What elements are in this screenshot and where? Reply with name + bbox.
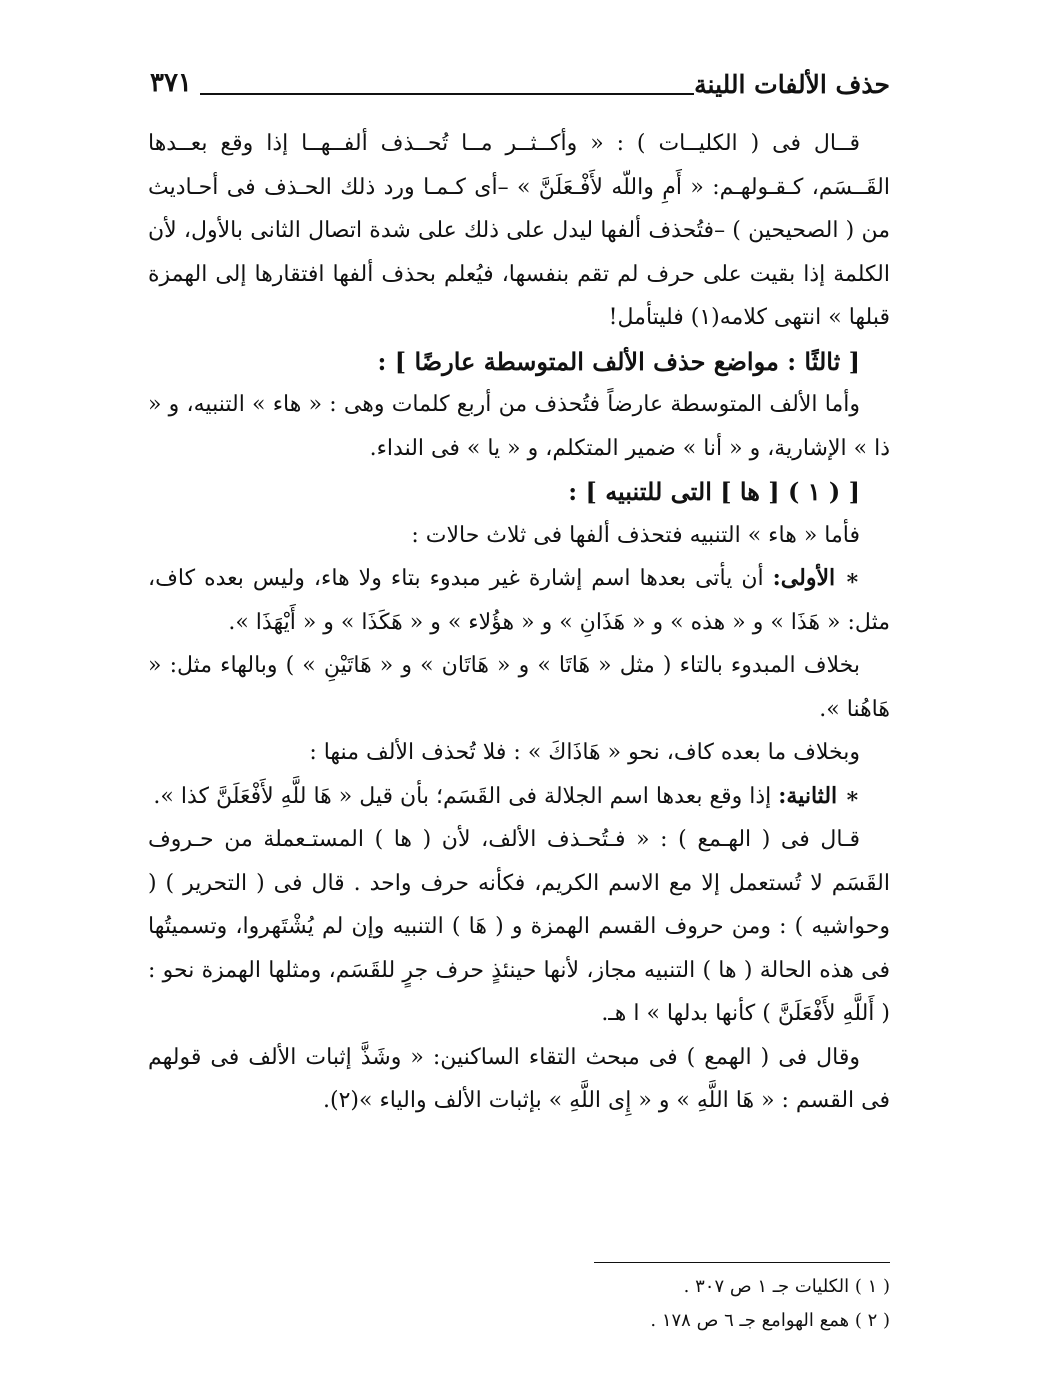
paragraph-medial-alif-words: وأما الألف المتوسطة عارضاً فتُحذف من أربع كلمات وهى : « هاء » التنبيه، و « ذا » الإشارية، و « أنا » ضمير المتكلم، و « يا » فى النداء.: [148, 392, 890, 461]
paragraph-hama-quote: قـال فى ( الهـمع ) : « فـتُحـذف الألف، لأن ( ها ) المستـعملة من حـروف القَسَم لا تُستعمل إلا مع الاسم الكريم، فكأنه حرف واحد . قال فى ( التحرير ) ( وحواشيه ) : ومن حروف القسم الهمزة و ( هَا ) التنبيه وإن لم يُشْتَهروا، وتسميتُها فى هذه الحالة ( ها ) التنبيه مجاز، لأنها حينئذٍ حرف جرٍ للقَسَم، ومثلها الهمزة نحو : ( أَللَّهِ لأَفْعَلَنَّ ) كأنها بدلها » ا هـ.: [148, 827, 890, 1026]
second-case-text: إذا وقع بعدها اسم الجلالة فى القَسَم؛ بأن قيل « هَا للَّهِ لأَفْعَلَنَّ كذا ».: [153, 783, 779, 809]
page-number: ٣٧١: [150, 68, 192, 98]
body-text: [148, 122, 890, 1123]
second-case-label: ∗ الثانية:: [778, 782, 860, 809]
first-case-text: أن يأتى بعدها اسم إشارة غير مبدوء بتاء ولا هاء، وليس بعده كاف، مثل: « هَذَا » و « هذه » و « هَذَانِ » و « هؤُلاء » و « هَكَذَا » و « أَيْهَذَا ».: [148, 566, 890, 635]
paragraph-kulliyat-quote: قــال فى ( الكليــات ) : « وأكــثــر مــا تُحــذف ألفــهــا إذا وقع بعــدها القَــسَم، كـقـولهـم: « أَمِ واللّه لأَفْـعَلَنَّ » –أى كـمـا ورد ذلك الحـذف فى أحـاديث من ( الصحيحين ) –فتُحذف ألفها ليدل على ذلك على شدة اتصال الثانى بالأول، لأن الكلمة إذا بقيت على حرف لم تقم بنفسها، فيُعلم بحذف ألفها افتقارها إلى الهمزة قبلها » انتهى كلامه(١) فليتأمل!: [148, 131, 890, 330]
footnotes: [148, 1270, 890, 1338]
footnote-1: ( ١ ) الكليات جـ ١ ص ٣٠٧ .: [683, 1276, 890, 1297]
section-heading-third: [ ثالثًا : مواضع حذف الألف المتوسطة عارضًا ] :: [377, 346, 860, 376]
paragraph-exception-kaf: وبخلاف ما بعده كاف، نحو « هَاذَاكَ » : فلا تُحذف الألف منها :: [309, 740, 860, 765]
first-case-label: ∗ الأولى:: [772, 565, 860, 591]
running-title: حذف الألفات اللينة: [694, 70, 890, 99]
paragraph-two-sakin: وقال فى ( الهمع ) فى مبحث التقاء الساكنين: « وشَذَّ إثبات الألف فى قولهم فى القسم : « هَا اللَّهِ » و « إِى اللَّهِ » بإثبات الألف والياء »(٢).: [148, 1044, 890, 1113]
paragraph-three-cases: فأما « هاء » التنبيه فتحذف ألفها فى ثلاث حالات :: [411, 522, 860, 548]
footnote-rule: [594, 1262, 890, 1263]
paragraph-second-case: [148, 775, 890, 819]
subsection-heading-ha-tanbih: [ ( ١ ) [ ها ] التى للتنبيه ] :: [568, 477, 860, 506]
paragraph-first-case: [148, 557, 890, 644]
running-head: [150, 66, 890, 110]
paragraph-exception-ta-ha: بخلاف المبدوء بالتاء ( مثل « هَاتَا » و « هَاتَان » و « هَاتَيْنِ » ) وبالهاء مثل: « هَاهُنا ».: [148, 653, 890, 722]
header-rule: [200, 93, 694, 95]
footnote-2: ( ٢ ) همع الهوامع جـ ٦ ص ١٧٨ .: [650, 1310, 890, 1331]
